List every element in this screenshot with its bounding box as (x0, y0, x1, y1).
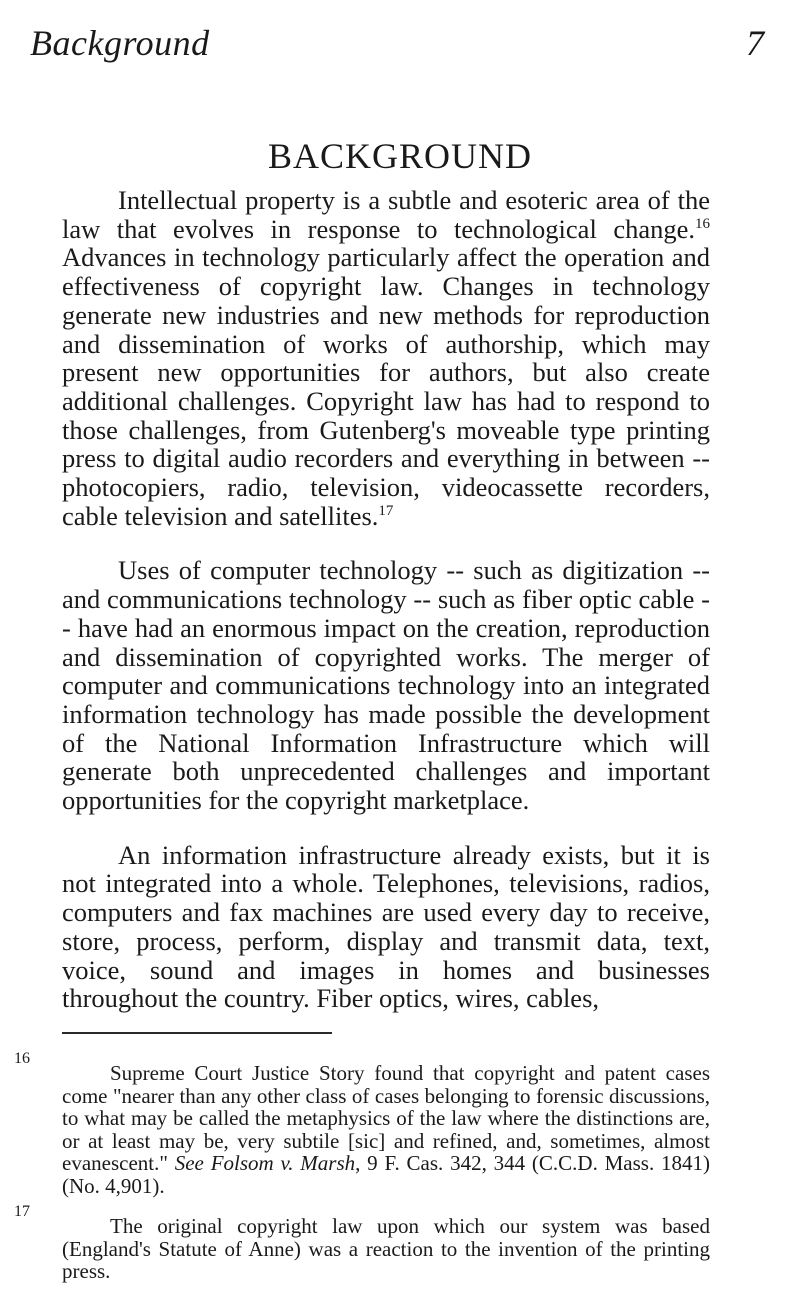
page-number: 7 (746, 23, 764, 63)
footnote-divider (62, 1032, 332, 1034)
paragraph-2: Uses of computer technology -- such as digitization -- and communications technology -- such as fiber optic cable -- have had an enormous impact on the creation, reproduction and dissemination of copyrighted works. The merger of computer and communications technology into an integrated information technology has made possible the development of the National Information Infrastructure which will generate both unprecedented challenges and important opportunities for the copyright marketplace. (62, 555, 710, 816)
footnote-16-case: Folsom v. Marsh (210, 1151, 356, 1175)
paragraph-1-text: Intellectual property is a subtle and esoteric area of the law that evolves in response to technological change. (62, 185, 710, 244)
footnote-ref-17: 17 (378, 502, 394, 519)
footnote-17-text: The original copyright law upon which our system was based (England's Statute of Anne) was a reaction to the invention of the printing press. (62, 1214, 710, 1283)
footnote-16 (14, 1050, 710, 1198)
paragraph-1-rest: Advances in technology particularly affect the operation and effectiveness of copyright law. Changes in technology generate new industries and new methods for reproduction and dissemination of works of authorship, which may present new opportunities for authors, but also create additional challenges. Copyright law has had to respond to those challenges, from Gutenberg's moveable type printing press to digital audio recorders and everything in between -- photocopiers, radio, television, videocassette recorders, cable television and satellites. (62, 242, 710, 531)
footnote-16-text: Supreme Court Justice Story found that copyright and patent cases come "nearer than any other class of cases belonging to forensic discussions, to what may be called the metaphysics of the law where the distinctions are, or at least may be, very subtile [sic] and refined, and, sometimes, almost evanescent." (62, 1061, 710, 1175)
body-text (62, 186, 710, 1039)
section-title: BACKGROUND (267, 136, 533, 176)
footnote-17-number: 17 (14, 1203, 30, 1220)
footnote-ref-16: 16 (695, 215, 710, 232)
paragraph-3: An information infrastructure already exists, but it is not integrated into a whole. Telephones, televisions, radios, computers and fax machines are used every day to receive, store, process, perform, display and transmit data, text, voice, sound and images in homes and businesses throughout the country. Fiber optics, wires, cables, (62, 839, 710, 1014)
paragraph-1 (62, 186, 710, 530)
footnotes (14, 1050, 710, 1289)
running-header (30, 22, 764, 72)
footnote-16-cite: , 9 F. Cas. 342, 344 (C.C.D. Mass. 1841) (No. 4,901). (62, 1151, 710, 1198)
footnote-16-see: See (174, 1151, 204, 1175)
footnote-17 (14, 1203, 710, 1283)
running-title: Background (30, 23, 210, 63)
footnote-16-number: 16 (14, 1050, 30, 1067)
